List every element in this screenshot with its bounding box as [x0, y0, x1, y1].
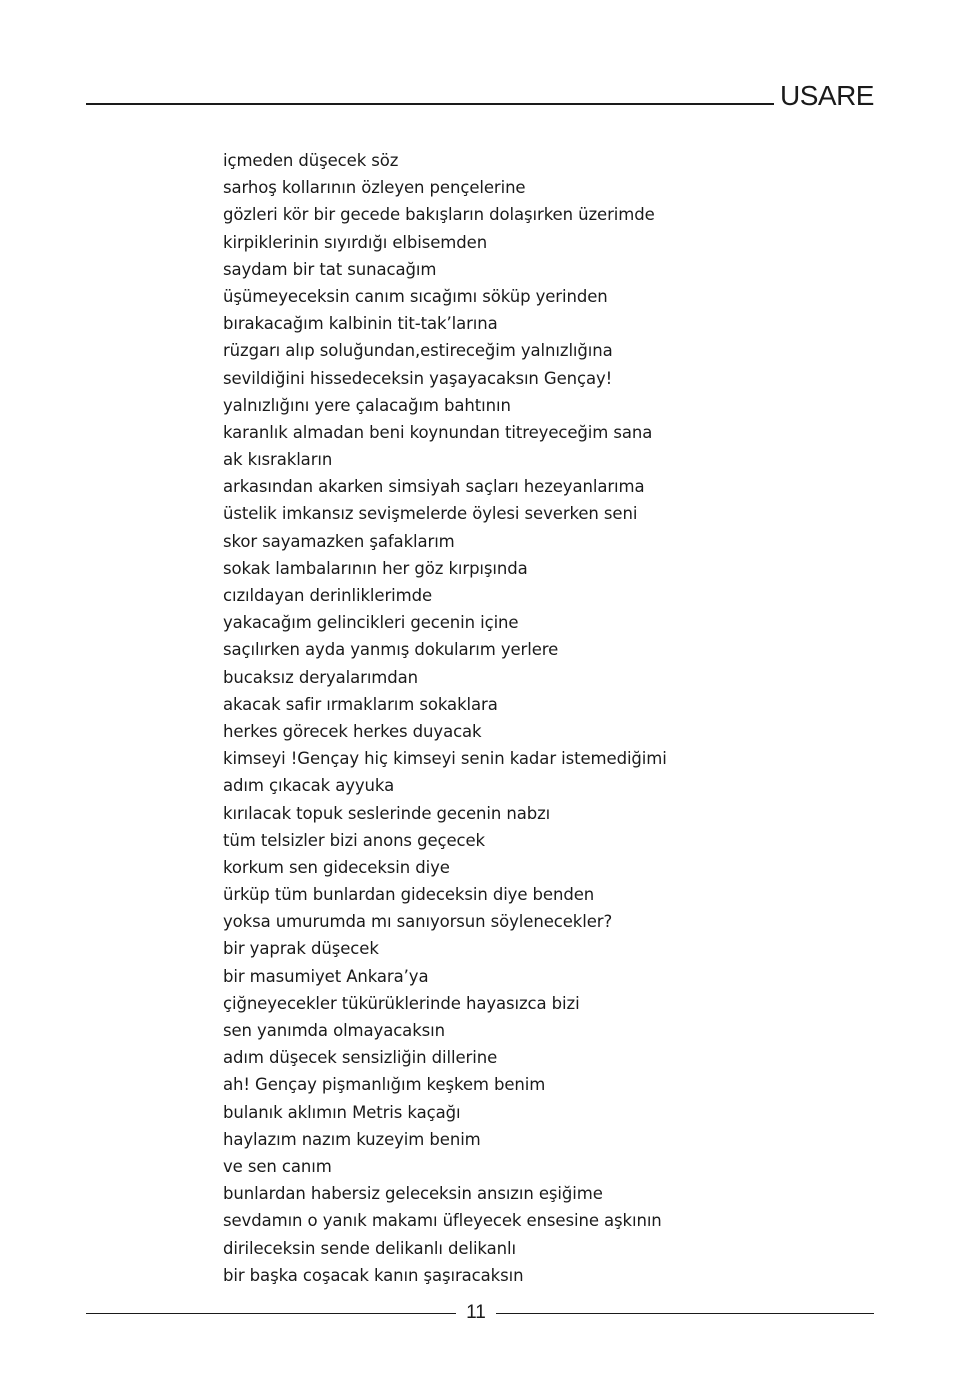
poem-line: içmeden düşecek söz	[223, 151, 399, 170]
footer-rule-left	[86, 1313, 456, 1314]
poem-text	[223, 147, 667, 1289]
running-header-title: USARE	[780, 80, 874, 111]
poem-line: yoksa umurumda mı sanıyorsun söylenecekler?	[223, 912, 613, 932]
poem-line: saçılırken ayda yanmış dokularım yerlere	[223, 640, 559, 660]
poem-line: yakacağım gelincikleri gecenin içine	[223, 613, 519, 633]
poem-line: ürküp tüm bunlardan gideceksin diye benden	[223, 885, 595, 905]
poem-line: gözleri kör bir gecede bakışların dolaşırken üzerimde	[223, 205, 655, 225]
poem-line: bulanık aklımın Metris kaçağı	[223, 1102, 461, 1122]
poem-line: ah! Gençay pişmanlığım keşkem benim	[223, 1075, 546, 1095]
poem-line: çiğneyecekler tükürüklerinde hayasızca bizi	[223, 993, 580, 1013]
header-rule	[86, 103, 774, 105]
poem-line: herkes görecek herkes duyacak	[223, 721, 482, 741]
poem-line: sevildiğini hissedeceksin yaşayacaksın Gençay!	[223, 368, 613, 388]
poem-line: sarhoş kollarının özleyen pençelerine	[223, 178, 526, 198]
poem-line: bir yaprak düşecek	[223, 939, 379, 959]
poem-line: akacak safir ırmaklarım sokaklara	[223, 694, 498, 714]
poem-line: yalnızlığını yere çalacağım bahtının	[223, 395, 511, 415]
page-number: 11	[466, 1302, 486, 1323]
poem-line: kırılacak topuk seslerinde gecenin nabzı	[223, 803, 551, 823]
poem-line: sen yanımda olmayacaksın	[223, 1021, 445, 1040]
poem-line: bir başka coşacak kanın şaşıracaksın	[223, 1265, 524, 1285]
footer-rule-right	[496, 1313, 874, 1314]
poem-line: sokak lambalarının her göz kırpışında	[223, 558, 528, 578]
poem-line: üstelik imkansız sevişmelerde öylesi severken seni	[223, 504, 638, 524]
poem-line: bunlardan habersiz geleceksin ansızın eşiğime	[223, 1184, 603, 1204]
poem-line: ve sen canım	[223, 1156, 332, 1176]
poem-line: kimseyi !Gençay hiç kimseyi senin kadar istemediğimi	[223, 749, 667, 769]
poem-line: saydam bir tat sunacağım	[223, 259, 437, 279]
poem-line: tüm telsizler bizi anons geçecek	[223, 830, 485, 850]
poem-line: bucaksız deryalarımdan	[223, 667, 419, 687]
poem-line: kirpiklerinin sıyırdığı elbisemden	[223, 232, 488, 252]
poem-line: rüzgarı alıp soluğundan,estireceğim yalnızlığına	[223, 341, 613, 361]
poem-line: haylazım nazım kuzeyim benim	[223, 1129, 481, 1149]
poem-line: dirileceksin sende delikanlı delikanlı	[223, 1238, 516, 1258]
poem-line: skor sayamazken şafaklarım	[223, 531, 455, 551]
poem-line: sevdamın o yanık makamı üfleyecek ensesine aşkının	[223, 1211, 662, 1231]
poem-line: cızıldayan derinliklerimde	[223, 586, 433, 605]
poem-line: üşümeyeceksin canım sıcağımı söküp yerinden	[223, 286, 608, 306]
poem-line: karanlık almadan beni koynundan titreyeceğim sana	[223, 422, 653, 442]
poem-line: bırakacağım kalbinin tit-tak’larına	[223, 314, 498, 334]
poem-line: korkum sen gideceksin diye	[223, 857, 450, 877]
poem-line: arkasından akarken simsiyah saçları hezeyanlarıma	[223, 477, 645, 497]
poem-line: ak kısrakların	[223, 450, 333, 470]
poem-line: bir masumiyet Ankara’ya	[223, 966, 429, 986]
poem-line: adım çıkacak ayyuka	[223, 776, 395, 796]
poem-line: adım düşecek sensizliğin dillerine	[223, 1048, 498, 1068]
